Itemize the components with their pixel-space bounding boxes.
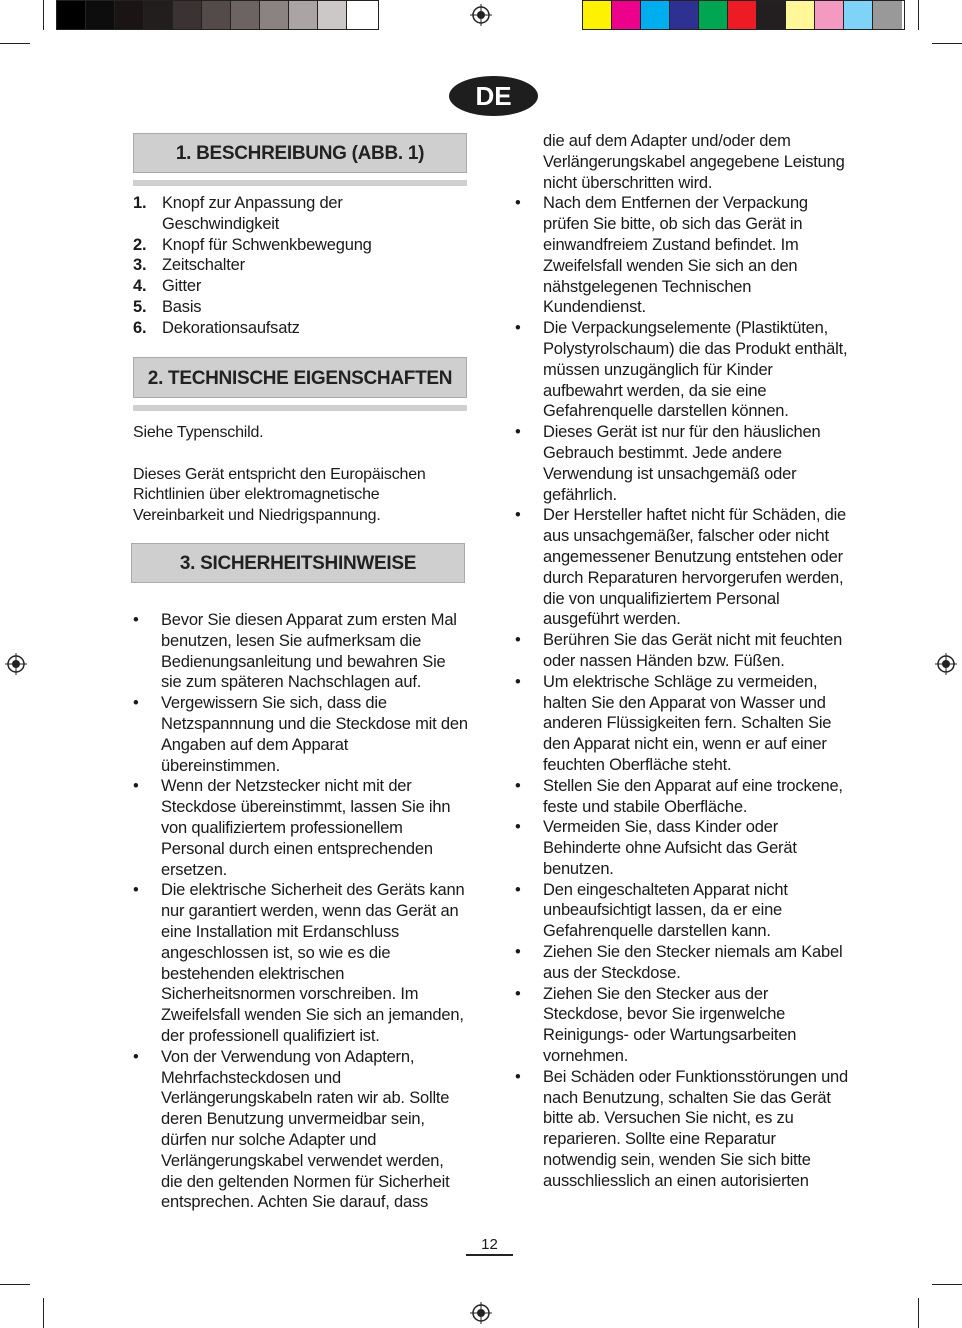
color-swatch — [115, 1, 144, 29]
safety-bullet: • Bevor Sie diesen Apparat zum ersten Mal benutzen, lesen Sie aufmerksam die Bedienungsanleitung und bewahren Sie sie zum späteren Nachschlagen auf. — [133, 610, 469, 693]
safety-bullet: • Ziehen Sie den Stecker niemals am Kabel aus der Steckdose. — [515, 942, 851, 984]
technical-paragraph: Siehe Typenschild. — [133, 424, 264, 441]
safety-list-left — [133, 610, 469, 1213]
safety-bullet: • Von der Verwendung von Adaptern, Mehrfachsteckdosen und Verlängerungskabeln raten wir ab. Sollte deren Benutzung unvermeidbar sein, dürfen nur solche Adapter und Verlängerungskabel verwendet werden, die den geltenden Normen für Sicherheit entsprechen. Achten Sie darauf, dass — [133, 1047, 469, 1213]
continuation-text: die auf dem Adapter und/oder dem Verlängerungskabel angegebene Leistung nicht überschritten wird. — [543, 132, 845, 192]
safety-bullet: • Wenn der Netzstecker nicht mit der Steckdose übereinstimmt, lassen Sie ihn von qualifiziertem professionellem Personal durch einen entsprechenden ersetzen. — [133, 776, 469, 880]
list-item-text: Knopf zur Anpassung der Geschwindigkeit — [162, 194, 343, 233]
list-item-number: 4. — [133, 277, 147, 296]
crop-mark — [43, 1298, 44, 1328]
list-item-number: 1. — [133, 194, 147, 212]
safety-bullet: • Bei Schäden oder Funktionsstörungen und nach Benutzung, schalten Sie das Gerät bitte ab. Versuchen Sie nicht, es zu reparieren. Sollte eine Reparatur notwendig sein, wenden Sie sich bitte ausschliesslich an einen autorisierten — [515, 1067, 851, 1192]
list-item — [133, 193, 393, 235]
color-swatch — [260, 1, 289, 29]
safety-bullet: • Nach dem Entfernen der Verpackung prüfen Sie bitte, ob sich das Gerät in einwandfreiem Zustand befindet. Im Zweifelsfall wenden Sie sich an den nähstgelegenen Technischen Kundendienst. — [515, 193, 851, 318]
technical-text — [133, 423, 467, 527]
registration-mark-icon — [470, 1302, 492, 1324]
color-swatch — [86, 1, 115, 29]
safety-bullet: • Die elektrische Sicherheit des Geräts kann nur garantiert werden, wenn das Gerät an eine Installation mit Erdanschluss angeschlossen ist, so wie es die bestehenden elektrischen Sicherheitsnormen vorschreiben. Im Zweifelsfall wenden Sie sich an jemanden, der professionell qualifiziert ist. — [133, 880, 469, 1046]
safety-bullet: • Die Verpackungselemente (Plastiktüten, Polystyrolschaum) die das Produkt enthält, müssen unzugänglich für Kinder aufbewahrt werden, da sie eine Gefahrenquelle darstellen können. — [515, 318, 851, 422]
color-swatch — [699, 1, 728, 29]
grayscale-color-bar — [56, 0, 379, 30]
safety-bullet: • Den eingeschalteten Apparat nicht unbeaufsichtigt lassen, da er eine Gefahrenquelle darstellen kann. — [515, 880, 851, 942]
color-swatch — [844, 1, 873, 29]
color-swatch — [347, 1, 376, 29]
color-swatch — [757, 1, 786, 29]
list-item-text: Zeitschalter — [162, 256, 245, 275]
description-list — [133, 193, 393, 339]
crop-mark — [932, 1284, 962, 1285]
color-swatch — [641, 1, 670, 29]
color-swatch — [289, 1, 318, 29]
safety-list-right — [515, 131, 851, 1192]
section-1-heading: 1. BESCHREIBUNG (ABB. 1) — [133, 133, 467, 173]
color-swatch — [173, 1, 202, 29]
color-swatch — [144, 1, 173, 29]
list-item — [133, 318, 393, 339]
list-item-number: 5. — [133, 297, 147, 316]
crop-mark — [43, 0, 44, 30]
color-swatch — [202, 1, 231, 29]
list-item-number: 3. — [133, 256, 147, 275]
section-2-heading: 2. TECHNISCHE EIGENSCHAFTEN — [133, 357, 467, 398]
crop-mark — [0, 1284, 30, 1285]
technical-paragraph: Dieses Gerät entspricht den Europäischen Richtlinien über elektromagnetische Vereinbarkeit und Niedrigspannung. — [133, 465, 426, 525]
list-item-text: Dekorationsaufsatz — [162, 318, 300, 337]
registration-mark-icon — [470, 4, 492, 26]
color-swatch — [231, 1, 260, 29]
list-item — [133, 276, 393, 297]
list-item — [133, 255, 393, 276]
crop-mark — [932, 43, 962, 44]
color-swatch — [728, 1, 757, 29]
safety-bullet: • Ziehen Sie den Stecker aus der Steckdose, bevor Sie irgenwelche Reinigungs- oder Wartungsarbeiten vornehmen. — [515, 984, 851, 1067]
safety-bullet: • Berühren Sie das Gerät nicht mit feuchten oder nassen Händen bzw. Füßen. — [515, 630, 851, 672]
color-swatch — [612, 1, 641, 29]
color-swatch — [815, 1, 844, 29]
safety-bullet: • Dieses Gerät ist nur für den häuslichen Gebrauch bestimmt. Jede andere Verwendung ist unsachgemäß oder gefährlich. — [515, 422, 851, 505]
list-item-text: Gitter — [162, 277, 202, 296]
language-badge: DE — [449, 76, 538, 116]
page-number-underline — [466, 1254, 513, 1256]
color-swatch — [786, 1, 815, 29]
list-item-text: Basis — [162, 297, 202, 316]
registration-mark-icon — [935, 653, 957, 675]
section-3-heading: 3. SICHERHEITSHINWEISE — [131, 543, 465, 583]
registration-mark-icon — [5, 653, 27, 675]
section-divider — [133, 180, 467, 186]
crop-mark — [918, 1298, 919, 1328]
list-item-number: 6. — [133, 318, 147, 337]
section-divider — [133, 405, 467, 411]
list-item — [133, 297, 393, 318]
color-swatch — [583, 1, 612, 29]
page-number: 12 — [481, 1236, 498, 1253]
safety-bullet: • Vermeiden Sie, dass Kinder oder Behinderte ohne Aufsicht das Gerät benutzen. — [515, 817, 851, 879]
safety-bullet: • Stellen Sie den Apparat auf eine trockene, feste und stabile Oberfläche. — [515, 776, 851, 818]
safety-bullet: • Vergewissern Sie sich, dass die Netzspannnung und die Steckdose mit den Angaben auf dem Apparat übereinstimmen. — [133, 693, 469, 776]
list-item-text: Knopf für Schwenkbewegung — [162, 235, 372, 254]
crop-mark — [918, 0, 919, 30]
list-item — [133, 235, 393, 256]
color-swatch — [670, 1, 699, 29]
safety-bullet: • Um elektrische Schläge zu vermeiden, halten Sie den Apparat von Wasser und anderen Flüssigkeiten fern. Schalten Sie den Apparat nicht ein, wenn er auf einer feuchten Oberfläche steht. — [515, 672, 851, 776]
color-swatch — [57, 1, 86, 29]
color-swatch — [318, 1, 347, 29]
color-swatch — [873, 1, 902, 29]
list-item-number: 2. — [133, 235, 147, 254]
safety-bullet: • Der Hersteller haftet nicht für Schäden, die aus unsachgemäßer, falscher oder nicht angemessener Benutzung entstehen oder durch Reparaturen hervorgerufen werden, die von unqualifiziertem Personal ausgeführt werden. — [515, 505, 851, 630]
crop-mark — [0, 43, 30, 44]
process-color-bar — [582, 0, 905, 30]
